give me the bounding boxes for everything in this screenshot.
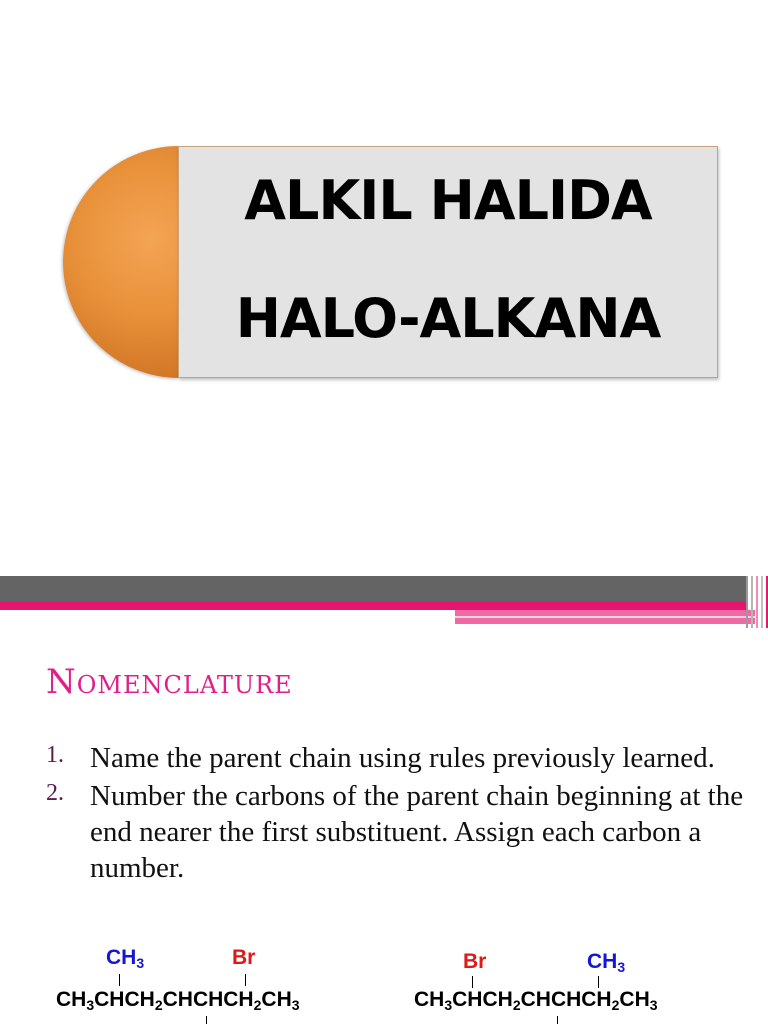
rules-list [46, 740, 746, 888]
list-item [46, 778, 746, 886]
methyl-substituent: $CH_3$ [106, 946, 145, 971]
title-box [178, 146, 718, 378]
header-band-pink [0, 602, 748, 610]
bromo-substituent: Br [232, 946, 256, 969]
molecule-diagram-2 [414, 950, 744, 1024]
bond-line [472, 976, 473, 988]
header-band-gray [0, 576, 748, 602]
bond-line [119, 974, 120, 986]
slide-heading: Nomenclature [46, 662, 293, 702]
orange-half-circle-decoration [63, 146, 179, 378]
bond-line [557, 1016, 558, 1024]
bond-line [245, 974, 246, 986]
methyl-substituent: $CH_3$ [587, 950, 626, 975]
bond-line [598, 976, 599, 988]
nomenclature-slide [0, 576, 768, 1024]
bond-line [206, 1016, 207, 1024]
list-text: Name the parent chain using rules previously learned. [90, 742, 715, 774]
list-text: Number the carbons of the parent chain beginning at the end nearer the first substituent. Assign each carbon a number. [90, 780, 744, 884]
parent-chain: $CH_3CHCH_2CHCHCH_2CH_3$ [414, 988, 658, 1013]
list-item [46, 740, 746, 776]
bromo-substituent: Br [463, 950, 487, 973]
molecule-diagram-1 [56, 946, 386, 1024]
title-line-1: ALKIL HALIDA [244, 169, 652, 232]
parent-chain: $CH_3CHCH_2CHCHCH_2CH_3$ [56, 988, 300, 1013]
list-number: 2. [46, 780, 64, 806]
title-line-2: HALO-ALKANA [235, 287, 661, 350]
header-stripes-decoration [746, 576, 768, 628]
header-band-highlight [455, 616, 755, 618]
list-number: 1. [46, 742, 64, 768]
